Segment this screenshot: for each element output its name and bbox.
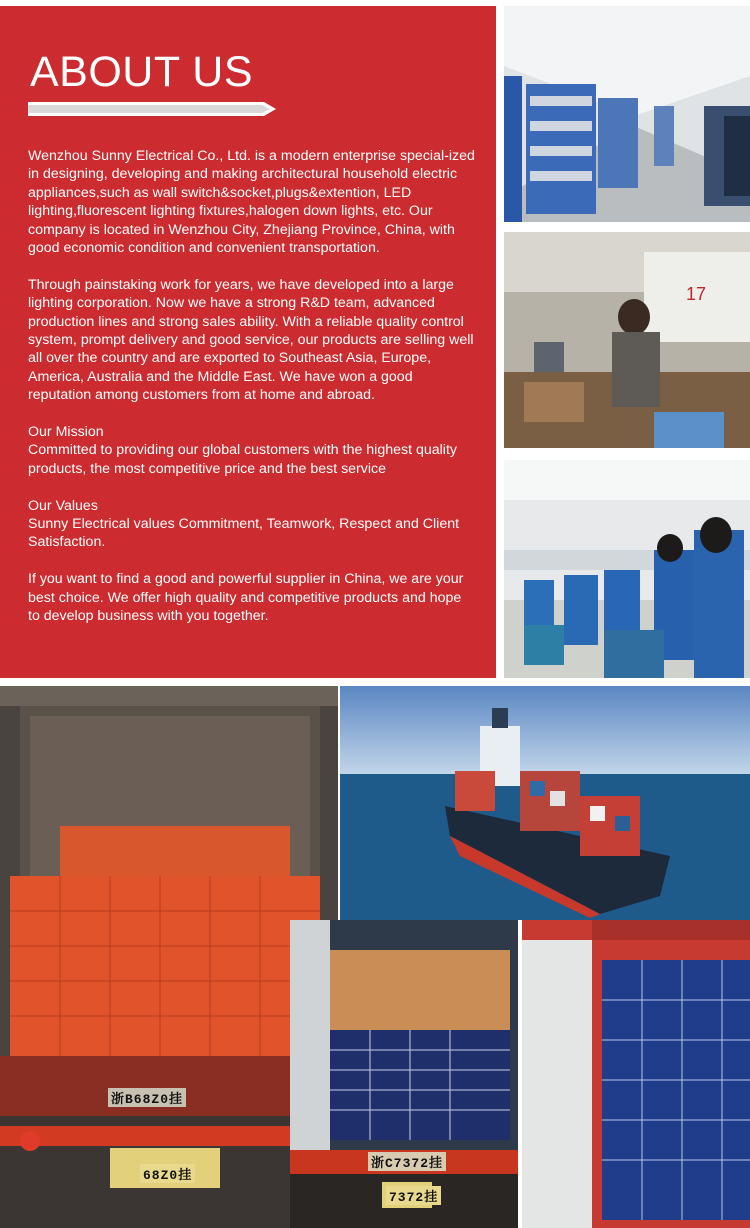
title-underline xyxy=(28,102,276,116)
svg-text:17: 17 xyxy=(686,284,707,304)
about-paragraph-2: Through painstaking work for years, we have developed into a large lighting corporation. Now we have a strong R&D team, advanced production lines and strong sales ability. With a reliable quality control system, prompt delivery and good service, our products are selling well all over the country and are exported to Southeast Asia, Europe, America, Australia and the Middle East. We have won a good reputation among customers from at home and abroad. xyxy=(28,276,474,404)
values-heading: Our Values xyxy=(28,497,98,514)
truck-plate-2b: 7372挂 xyxy=(386,1186,441,1205)
mission-text: Committed to providing our global customers with the highest quality products, the most competitive price and the best service xyxy=(28,442,457,477)
closing-text: If you want to find a good and powerful supplier in China, we are your best choice. We offer high quality and competitive products and hope to develop business with you together. xyxy=(28,571,464,625)
truck-plate-2: 浙C7372挂 xyxy=(368,1152,446,1171)
container-loaded-photo xyxy=(0,686,338,1228)
container-boxes-photo xyxy=(290,920,518,1228)
about-title: ABOUT US xyxy=(30,48,254,96)
about-text xyxy=(28,147,476,644)
about-panel xyxy=(0,6,496,678)
production-line-photo xyxy=(504,232,750,448)
truck-plate-1: 68Z0挂 xyxy=(140,1164,195,1183)
mission-heading: Our Mission xyxy=(28,424,104,441)
values-text: Sunny Electrical values Commitment, Teamwork, Respect and Client Satisfaction. xyxy=(28,516,460,551)
assembly-workers-photo xyxy=(504,460,750,678)
container-blue-boxes-photo xyxy=(522,920,750,1228)
warehouse-photo xyxy=(504,6,750,222)
about-paragraph-1: Wenzhou Sunny Electrical Co., Ltd. is a modern enterprise special-ized in designing, developing and making architectural household electric appliances,such as wall switch&socket,plugs&extention, LED lighting,fluorescent lighting fixtures,halogen down lights, etc. Our company is located in Wenzhou City, Zhejiang Province, China, with good economic condition and convenient transportation. xyxy=(28,148,475,257)
cargo-ship-photo xyxy=(340,686,750,920)
container-plate-label: 浙B68Z0挂 xyxy=(108,1088,186,1107)
